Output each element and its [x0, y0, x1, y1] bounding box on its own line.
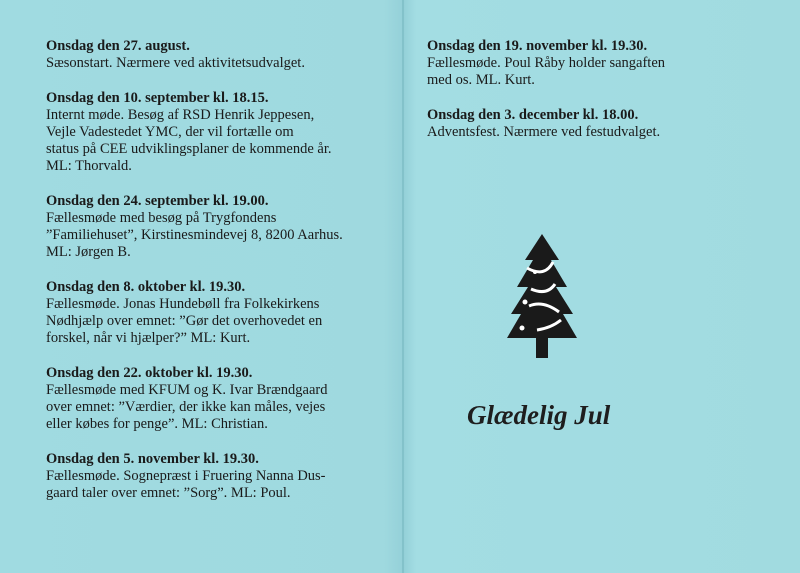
event-text: Vejle Vadestedet YMC, der vil fortælle om	[46, 124, 294, 140]
event-entry	[46, 365, 376, 433]
event-text: Fællesmøde med KFUM og K. Ivar Brændgaard	[46, 382, 328, 398]
event-text: med os. ML. Kurt.	[427, 72, 535, 88]
event-text: Internt møde. Besøg af RSD Henrik Jeppesen,	[46, 107, 315, 123]
event-text: Fællesmøde. Sognepræst i Fruering Nanna Dus-	[46, 468, 326, 484]
christmas-greeting: Glædelig Jul	[467, 400, 611, 430]
event-text: Nødhjælp over emnet: ”Gør det overhovedet en	[46, 313, 323, 329]
event-entry	[46, 451, 376, 502]
event-entry	[46, 193, 376, 261]
event-text: Fællesmøde. Jonas Hundebøll fra Folkekirkens	[46, 296, 320, 312]
event-text: status på CEE udviklingsplaner de kommende år.	[46, 141, 332, 157]
event-heading: Onsdag den 22. oktober kl. 19.30.	[46, 365, 253, 381]
event-text: Sæsonstart. Nærmere ved aktivitetsudvalget.	[46, 55, 305, 71]
event-text: ML: Jørgen B.	[46, 244, 131, 260]
event-heading: Onsdag den 19. november kl. 19.30.	[427, 38, 648, 54]
christmas-tree-icon	[507, 232, 577, 360]
event-heading: Onsdag den 27. august.	[46, 38, 190, 54]
event-text: gaard taler over emnet: ”Sorg”. ML: Poul.	[46, 485, 291, 501]
event-heading: Onsdag den 5. november kl. 19.30.	[46, 451, 259, 467]
right-column	[427, 38, 757, 159]
event-entry	[46, 279, 376, 347]
center-fold	[402, 0, 404, 573]
event-text: ”Familiehuset”, Kirstinesmindevej 8, 8200 Aarhus.	[46, 227, 343, 243]
event-heading: Onsdag den 24. september kl. 19.00.	[46, 193, 269, 209]
event-text: Fællesmøde. Poul Råby holder sangaften	[427, 55, 666, 71]
left-column	[46, 38, 376, 520]
event-text: Adventsfest. Nærmere ved festudvalget.	[427, 124, 661, 140]
event-entry	[46, 90, 376, 175]
event-entry	[427, 38, 757, 89]
event-text: Fællesmøde med besøg på Trygfondens	[46, 210, 277, 226]
event-text: over emnet: ”Værdier, der ikke kan måles, vejes	[46, 399, 326, 415]
event-heading: Onsdag den 3. december kl. 18.00.	[427, 107, 639, 123]
event-entry	[427, 107, 757, 141]
event-text: ML: Thorvald.	[46, 158, 132, 174]
event-text: eller købes for penge”. ML: Christian.	[46, 416, 268, 432]
event-heading: Onsdag den 10. september kl. 18.15.	[46, 90, 269, 106]
event-entry	[46, 38, 376, 72]
event-heading: Onsdag den 8. oktober kl. 19.30.	[46, 279, 246, 295]
event-text: forskel, når vi hjælper?” ML: Kurt.	[46, 330, 251, 346]
